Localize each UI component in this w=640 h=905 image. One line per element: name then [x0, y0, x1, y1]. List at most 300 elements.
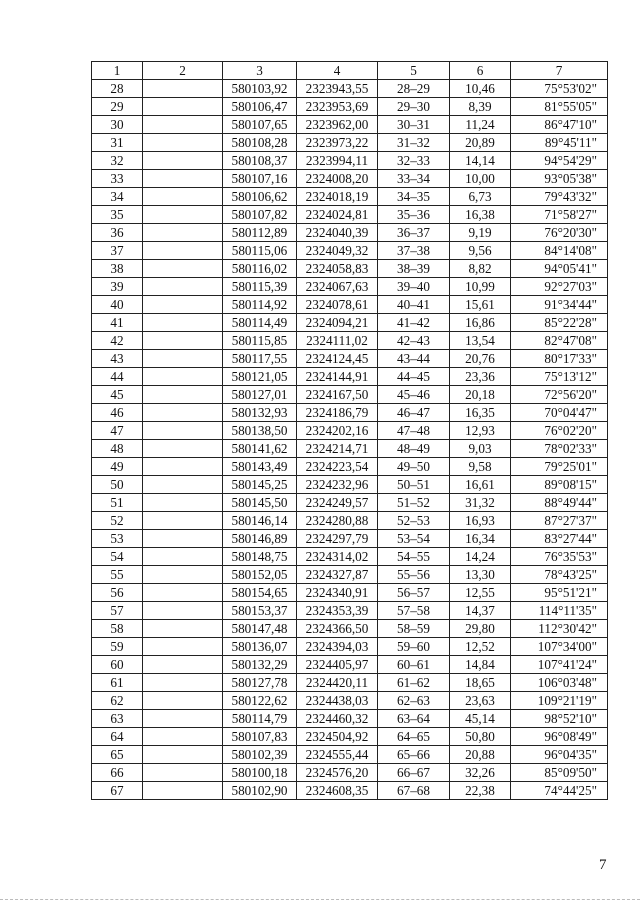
- table-cell: [143, 710, 223, 728]
- table-cell: 76°35'53": [511, 548, 608, 566]
- table-cell: 580115,85: [223, 332, 297, 350]
- table-cell: [143, 674, 223, 692]
- table-cell: 76°20'30": [511, 224, 608, 242]
- table-cell: 42–43: [378, 332, 450, 350]
- table-cell: 44: [92, 368, 143, 386]
- table-row: [92, 242, 608, 260]
- table-cell: [143, 584, 223, 602]
- table-cell: 71°58'27": [511, 206, 608, 224]
- table-cell: 580115,06: [223, 242, 297, 260]
- table-cell: 75°53'02": [511, 80, 608, 98]
- table-cell: 580108,37: [223, 152, 297, 170]
- table-cell: 84°14'08": [511, 242, 608, 260]
- table-cell: 12,93: [450, 422, 511, 440]
- table-cell: [143, 116, 223, 134]
- table-cell: 13,54: [450, 332, 511, 350]
- table-cell: 66–67: [378, 764, 450, 782]
- table-cell: [143, 404, 223, 422]
- table-row: [92, 188, 608, 206]
- table-row: [92, 80, 608, 98]
- page-number: 7: [599, 857, 607, 873]
- table-cell: 2324314,02: [297, 548, 378, 566]
- table-cell: 12,55: [450, 584, 511, 602]
- table-row: [92, 134, 608, 152]
- table-cell: 2324460,32: [297, 710, 378, 728]
- table-cell: 23,36: [450, 368, 511, 386]
- table-cell: 20,88: [450, 746, 511, 764]
- table-cell: 580141,62: [223, 440, 297, 458]
- table-cell: [143, 656, 223, 674]
- table-cell: 80°17'33": [511, 350, 608, 368]
- table-cell: 6,73: [450, 188, 511, 206]
- table-cell: 30–31: [378, 116, 450, 134]
- table-cell: 20,76: [450, 350, 511, 368]
- table-cell: 14,24: [450, 548, 511, 566]
- table-cell: 53: [92, 530, 143, 548]
- column-header: 7: [511, 62, 608, 80]
- table-cell: 580107,65: [223, 116, 297, 134]
- table-cell: 2323943,55: [297, 80, 378, 98]
- table-cell: 56: [92, 584, 143, 602]
- table-cell: 45,14: [450, 710, 511, 728]
- table-row: [92, 692, 608, 710]
- table-cell: 94°54'29": [511, 152, 608, 170]
- table-cell: 2324366,50: [297, 620, 378, 638]
- table-cell: 44–45: [378, 368, 450, 386]
- table-cell: 96°08'49": [511, 728, 608, 746]
- table-cell: [143, 350, 223, 368]
- table-cell: 9,19: [450, 224, 511, 242]
- table-cell: 580106,62: [223, 188, 297, 206]
- table-cell: 14,14: [450, 152, 511, 170]
- table-cell: 67–68: [378, 782, 450, 800]
- table-cell: 580112,89: [223, 224, 297, 242]
- table-cell: 46: [92, 404, 143, 422]
- table-cell: 37: [92, 242, 143, 260]
- table-cell: 2324438,03: [297, 692, 378, 710]
- table-cell: 2324420,11: [297, 674, 378, 692]
- table-cell: [143, 152, 223, 170]
- table-cell: 580108,28: [223, 134, 297, 152]
- table-row: [92, 764, 608, 782]
- column-header: 6: [450, 62, 511, 80]
- table-cell: 39: [92, 278, 143, 296]
- table-cell: 580143,49: [223, 458, 297, 476]
- table-cell: 112°30'42": [511, 620, 608, 638]
- table-cell: 2324018,19: [297, 188, 378, 206]
- table-cell: [143, 260, 223, 278]
- table-cell: 79°25'01": [511, 458, 608, 476]
- table-cell: 28: [92, 80, 143, 98]
- table-cell: 10,00: [450, 170, 511, 188]
- table-cell: 87°27'37": [511, 512, 608, 530]
- table-cell: 2324405,97: [297, 656, 378, 674]
- table-cell: 2324327,87: [297, 566, 378, 584]
- table-cell: 2324576,20: [297, 764, 378, 782]
- table-cell: [143, 98, 223, 116]
- table-cell: 2324214,71: [297, 440, 378, 458]
- table-cell: 66: [92, 764, 143, 782]
- table-cell: 79°43'32": [511, 188, 608, 206]
- table-cell: 580107,83: [223, 728, 297, 746]
- table-cell: 30: [92, 116, 143, 134]
- table-row: [92, 278, 608, 296]
- table-cell: 72°56'20": [511, 386, 608, 404]
- table-cell: 2324144,91: [297, 368, 378, 386]
- table-cell: 31: [92, 134, 143, 152]
- table-cell: [143, 512, 223, 530]
- table-cell: 107°41'24": [511, 656, 608, 674]
- table-cell: 81°55'05": [511, 98, 608, 116]
- table-cell: 16,34: [450, 530, 511, 548]
- table-cell: 580115,39: [223, 278, 297, 296]
- table-cell: [143, 368, 223, 386]
- table-cell: 37–38: [378, 242, 450, 260]
- column-header: 3: [223, 62, 297, 80]
- table-cell: 64: [92, 728, 143, 746]
- table-row: [92, 656, 608, 674]
- table-cell: 43–44: [378, 350, 450, 368]
- table-cell: 38: [92, 260, 143, 278]
- table-cell: 580121,05: [223, 368, 297, 386]
- table-row: [92, 782, 608, 800]
- table-cell: 2324608,35: [297, 782, 378, 800]
- table-cell: 2324078,61: [297, 296, 378, 314]
- table-cell: 14,37: [450, 602, 511, 620]
- table-cell: 50–51: [378, 476, 450, 494]
- table-cell: 32,26: [450, 764, 511, 782]
- coordinates-table: [91, 61, 608, 800]
- table-cell: 98°52'10": [511, 710, 608, 728]
- table-cell: [143, 476, 223, 494]
- table-cell: 41–42: [378, 314, 450, 332]
- table-cell: 2324297,79: [297, 530, 378, 548]
- table-row: [92, 170, 608, 188]
- table-cell: 28–29: [378, 80, 450, 98]
- table-cell: 65–66: [378, 746, 450, 764]
- table-cell: 32: [92, 152, 143, 170]
- table-cell: 580127,01: [223, 386, 297, 404]
- table-cell: 34: [92, 188, 143, 206]
- table-row: [92, 296, 608, 314]
- table-row: [92, 98, 608, 116]
- table-cell: 35–36: [378, 206, 450, 224]
- table-cell: 31,32: [450, 494, 511, 512]
- table-cell: 8,39: [450, 98, 511, 116]
- table-cell: [143, 224, 223, 242]
- table-cell: 2324340,91: [297, 584, 378, 602]
- table-cell: 78°43'25": [511, 566, 608, 584]
- table-row: [92, 728, 608, 746]
- table-cell: 74°44'25": [511, 782, 608, 800]
- table-row: [92, 710, 608, 728]
- table-cell: 2324186,79: [297, 404, 378, 422]
- table-row: [92, 368, 608, 386]
- table-cell: 41: [92, 314, 143, 332]
- table-cell: 580122,62: [223, 692, 297, 710]
- table-cell: 65: [92, 746, 143, 764]
- table-row: [92, 530, 608, 548]
- column-header: 1: [92, 62, 143, 80]
- table-cell: 94°05'41": [511, 260, 608, 278]
- table-cell: 580102,90: [223, 782, 297, 800]
- table-cell: 580145,25: [223, 476, 297, 494]
- table-cell: [143, 188, 223, 206]
- table-cell: 580132,93: [223, 404, 297, 422]
- table-cell: 580106,47: [223, 98, 297, 116]
- table-cell: 59: [92, 638, 143, 656]
- table-cell: [143, 332, 223, 350]
- table-cell: 85°09'50": [511, 764, 608, 782]
- table-cell: 2323994,11: [297, 152, 378, 170]
- table-cell: 580147,48: [223, 620, 297, 638]
- table-cell: 2324202,16: [297, 422, 378, 440]
- table-cell: [143, 782, 223, 800]
- table-cell: [143, 440, 223, 458]
- table-cell: [143, 620, 223, 638]
- table-cell: 2323962,00: [297, 116, 378, 134]
- table-row: [92, 332, 608, 350]
- table-cell: 580116,02: [223, 260, 297, 278]
- column-header: 4: [297, 62, 378, 80]
- table-cell: 51: [92, 494, 143, 512]
- table-cell: [143, 386, 223, 404]
- table-cell: [143, 746, 223, 764]
- table-cell: 47–48: [378, 422, 450, 440]
- table-cell: 2324504,92: [297, 728, 378, 746]
- table-cell: 109°21'19": [511, 692, 608, 710]
- table-cell: [143, 548, 223, 566]
- table-cell: 2324111,02: [297, 332, 378, 350]
- table-cell: 18,65: [450, 674, 511, 692]
- table-cell: 36: [92, 224, 143, 242]
- table-cell: 61–62: [378, 674, 450, 692]
- page-bottom-divider: [0, 899, 640, 900]
- table-cell: 8,82: [450, 260, 511, 278]
- table-cell: [143, 422, 223, 440]
- table-cell: 82°47'08": [511, 332, 608, 350]
- table-cell: [143, 530, 223, 548]
- table-cell: 48: [92, 440, 143, 458]
- table-cell: 29–30: [378, 98, 450, 116]
- table-cell: 31–32: [378, 134, 450, 152]
- table-cell: 57–58: [378, 602, 450, 620]
- table-cell: 57: [92, 602, 143, 620]
- table-cell: 9,03: [450, 440, 511, 458]
- table-cell: 580103,92: [223, 80, 297, 98]
- table-cell: 76°02'20": [511, 422, 608, 440]
- table-cell: 14,84: [450, 656, 511, 674]
- table-cell: 95°51'21": [511, 584, 608, 602]
- table-cell: 580117,55: [223, 350, 297, 368]
- table-cell: 53–54: [378, 530, 450, 548]
- table-cell: 10,99: [450, 278, 511, 296]
- table-cell: 51–52: [378, 494, 450, 512]
- table-cell: 54: [92, 548, 143, 566]
- table-cell: 580148,75: [223, 548, 297, 566]
- table-cell: 56–57: [378, 584, 450, 602]
- table-cell: 62: [92, 692, 143, 710]
- table-row: [92, 260, 608, 278]
- table-row: [92, 386, 608, 404]
- table-cell: 83°27'44": [511, 530, 608, 548]
- table-cell: 2324232,96: [297, 476, 378, 494]
- table-cell: 580107,82: [223, 206, 297, 224]
- table-cell: 2324058,83: [297, 260, 378, 278]
- table-cell: 50: [92, 476, 143, 494]
- table-row: [92, 116, 608, 134]
- table-cell: 40: [92, 296, 143, 314]
- table-cell: 70°04'47": [511, 404, 608, 422]
- table-cell: 2324249,57: [297, 494, 378, 512]
- table-row: [92, 422, 608, 440]
- table-cell: 63–64: [378, 710, 450, 728]
- table-cell: 2324124,45: [297, 350, 378, 368]
- table-cell: 55–56: [378, 566, 450, 584]
- table-cell: [143, 764, 223, 782]
- table-cell: 15,61: [450, 296, 511, 314]
- table-cell: [143, 134, 223, 152]
- table-row: [92, 224, 608, 242]
- table-cell: 78°02'33": [511, 440, 608, 458]
- table-cell: 63: [92, 710, 143, 728]
- table-row: [92, 152, 608, 170]
- table-cell: 580138,50: [223, 422, 297, 440]
- table-cell: 45: [92, 386, 143, 404]
- table-cell: 20,89: [450, 134, 511, 152]
- table-body: [92, 80, 608, 800]
- table-cell: 43: [92, 350, 143, 368]
- table-cell: [143, 566, 223, 584]
- table-cell: 580102,39: [223, 746, 297, 764]
- table-cell: 580153,37: [223, 602, 297, 620]
- table-cell: 580146,89: [223, 530, 297, 548]
- table-cell: 38–39: [378, 260, 450, 278]
- table-cell: 2324040,39: [297, 224, 378, 242]
- table-cell: 52: [92, 512, 143, 530]
- table-cell: [143, 728, 223, 746]
- table-cell: 16,61: [450, 476, 511, 494]
- table-cell: 2324394,03: [297, 638, 378, 656]
- table-cell: 16,93: [450, 512, 511, 530]
- table-cell: 29: [92, 98, 143, 116]
- table-row: [92, 440, 608, 458]
- table-row: [92, 602, 608, 620]
- table-cell: 16,38: [450, 206, 511, 224]
- table-cell: 46–47: [378, 404, 450, 422]
- table-cell: [143, 602, 223, 620]
- table-cell: 58–59: [378, 620, 450, 638]
- column-header: 5: [378, 62, 450, 80]
- table-cell: 2324094,21: [297, 314, 378, 332]
- table-row: [92, 746, 608, 764]
- table-cell: 60: [92, 656, 143, 674]
- table-cell: 33: [92, 170, 143, 188]
- table-cell: 49–50: [378, 458, 450, 476]
- table-header-row: [92, 62, 608, 80]
- table-cell: 40–41: [378, 296, 450, 314]
- table-cell: 33–34: [378, 170, 450, 188]
- table-cell: [143, 458, 223, 476]
- table-cell: 45–46: [378, 386, 450, 404]
- table-row: [92, 476, 608, 494]
- table-cell: 2323973,22: [297, 134, 378, 152]
- table-cell: 29,80: [450, 620, 511, 638]
- table-cell: 2324555,44: [297, 746, 378, 764]
- table-cell: 47: [92, 422, 143, 440]
- table-cell: 2324280,88: [297, 512, 378, 530]
- table-cell: 36–37: [378, 224, 450, 242]
- table-cell: 13,30: [450, 566, 511, 584]
- table-cell: 580146,14: [223, 512, 297, 530]
- table-cell: 580154,65: [223, 584, 297, 602]
- table-cell: 580114,92: [223, 296, 297, 314]
- table-cell: [143, 206, 223, 224]
- table-cell: [143, 170, 223, 188]
- table-cell: 32–33: [378, 152, 450, 170]
- table-row: [92, 620, 608, 638]
- column-header: 2: [143, 62, 223, 80]
- table-cell: [143, 638, 223, 656]
- table-cell: 52–53: [378, 512, 450, 530]
- table-row: [92, 674, 608, 692]
- table-cell: 20,18: [450, 386, 511, 404]
- table-cell: 88°49'44": [511, 494, 608, 512]
- table-cell: 2324024,81: [297, 206, 378, 224]
- table-row: [92, 404, 608, 422]
- table-cell: 60–61: [378, 656, 450, 674]
- table-row: [92, 548, 608, 566]
- table-cell: 67: [92, 782, 143, 800]
- table-cell: 11,24: [450, 116, 511, 134]
- table-cell: 58: [92, 620, 143, 638]
- table-cell: [143, 242, 223, 260]
- table-cell: 93°05'38": [511, 170, 608, 188]
- table-cell: 2324049,32: [297, 242, 378, 260]
- table-cell: 9,58: [450, 458, 511, 476]
- table-cell: 22,38: [450, 782, 511, 800]
- table-cell: 54–55: [378, 548, 450, 566]
- table-cell: 2324008,20: [297, 170, 378, 188]
- table-row: [92, 638, 608, 656]
- table-cell: 35: [92, 206, 143, 224]
- table-cell: 580132,29: [223, 656, 297, 674]
- table-cell: 12,52: [450, 638, 511, 656]
- table-cell: 580145,50: [223, 494, 297, 512]
- table-cell: 16,35: [450, 404, 511, 422]
- table-cell: 91°34'44": [511, 296, 608, 314]
- table-cell: [143, 296, 223, 314]
- table-row: [92, 458, 608, 476]
- table-row: [92, 206, 608, 224]
- table-cell: 96°04'35": [511, 746, 608, 764]
- table-cell: 107°34'00": [511, 638, 608, 656]
- table-cell: 64–65: [378, 728, 450, 746]
- table-cell: 89°08'15": [511, 476, 608, 494]
- table-cell: 23,63: [450, 692, 511, 710]
- table-row: [92, 350, 608, 368]
- table-cell: 34–35: [378, 188, 450, 206]
- table-cell: 580136,07: [223, 638, 297, 656]
- table-cell: [143, 494, 223, 512]
- table-cell: 580114,49: [223, 314, 297, 332]
- table-row: [92, 314, 608, 332]
- table-row: [92, 494, 608, 512]
- table-cell: 50,80: [450, 728, 511, 746]
- table-cell: 580114,79: [223, 710, 297, 728]
- table-cell: 89°45'11": [511, 134, 608, 152]
- table-cell: 106°03'48": [511, 674, 608, 692]
